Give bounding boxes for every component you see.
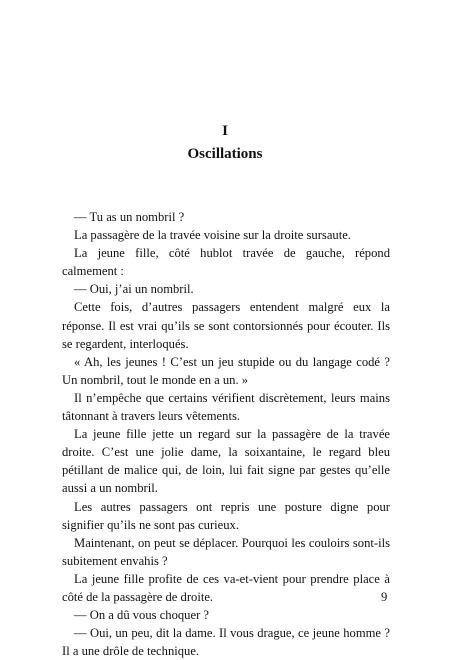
paragraph: Maintenant, on peut se déplacer. Pourquoi les couloirs sont-ils subitement envahis ? [62, 535, 390, 568]
paragraph: Il n’empêche que certains vérifient discrètement, leurs mains tâtonnant à travers leurs vêtements. [62, 390, 390, 424]
paragraph: La jeune fille, côté hublot travée de gauche, répond calmement : [62, 246, 390, 279]
paragraph: — Oui, j’ai un nombril. [74, 282, 194, 297]
paragraph: La jeune fille profite de ces va-et-vient pour prendre place à côté de la passagère de droite. [62, 571, 390, 604]
chapter-number: I [222, 123, 228, 139]
chapter-title: Oscillations [187, 146, 263, 162]
paragraph: La passagère de la travée voisine sur la droite sursaute. [74, 228, 351, 243]
paragraph: — Oui, un peu, dit la dame. Il vous drague, ce jeune homme ? Il a une drôle de technique. [62, 626, 390, 659]
paragraph: « Ah, les jeunes ! C’est un jeu stupide ou du langage codé ? Un nombril, tout le monde en a un. » [62, 354, 390, 387]
page-number: 9 [381, 590, 388, 604]
paragraph: — On a dû vous choquer ? [74, 608, 210, 623]
paragraph: Les autres passagers ont repris une posture digne pour signifier qu’ils ne sont pas curieux. [62, 499, 390, 532]
paragraph: Cette fois, d’autres passagers entendent malgré eux la réponse. Il est vrai qu’ils se sont contorsionnés pour écouter. Ils se regardent, interloqués. [62, 300, 390, 351]
paragraph: La jeune fille jette un regard sur la passagère de la travée droite. C’est une jolie dame, la soixantaine, le regard bleu pétillant de malice qui, de loin, lui fait signe par gestes qu’elle aussi a un nombril. [62, 427, 390, 496]
chapter-body [62, 208, 390, 660]
paragraph: — Tu as un nombril ? [74, 210, 185, 224]
